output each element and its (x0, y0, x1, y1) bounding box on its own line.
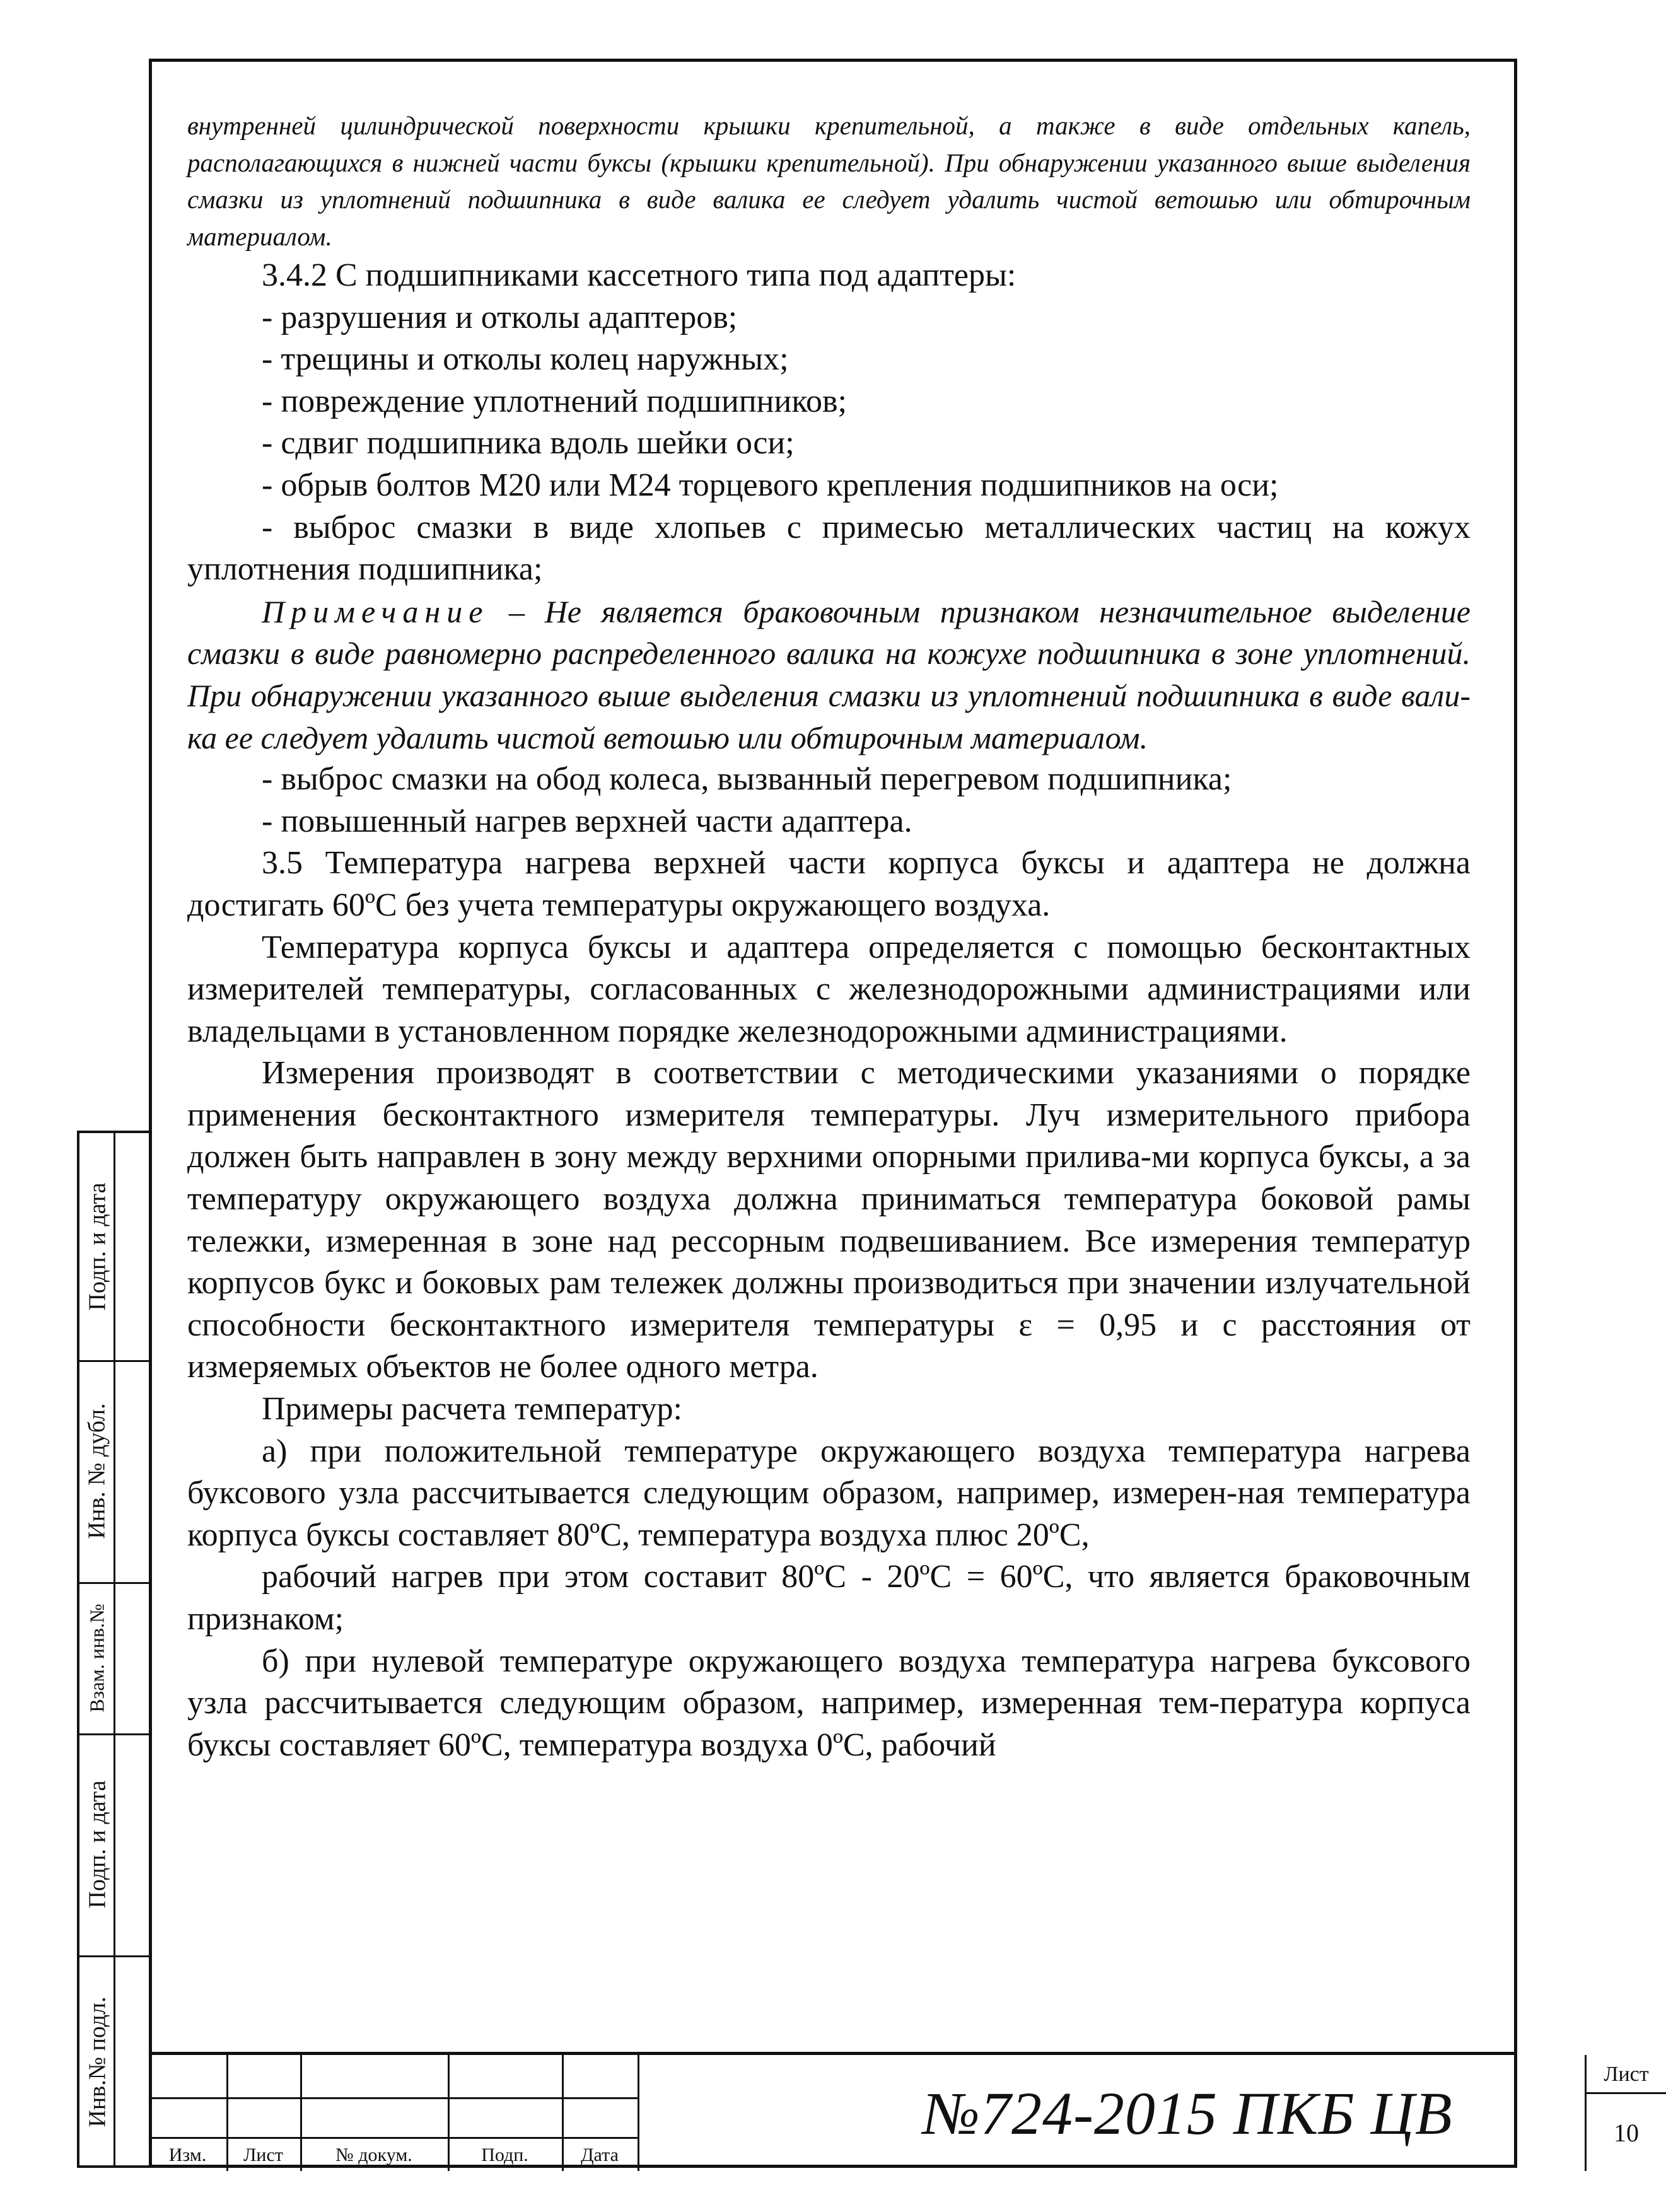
italic-intro: внутренней цилиндрической поверхности крышки крепительной, а также в виде отдельных капель, располагающихся в нижней части буксы (крышки крепительной). При обнаружении указанного выше выделения смазки из уплотнений подшипника в виде валика ее следует удалить чистой ветошью или обтирочным материалом. (187, 111, 1471, 251)
title-block (149, 2052, 1649, 2168)
list-item: - выброс смазки в виде хлопьев с примесью металлических частиц на кожух уплотнения подшипника; (187, 509, 1471, 588)
list-item: - трещины и отколы колец наружных; (262, 341, 789, 378)
col-data-label: Дата (581, 2144, 619, 2165)
list-item: - сдвиг подшипника вдоль шейки оси; (262, 425, 795, 462)
list-item: - повреждение уплотнений подшипников; (262, 383, 847, 419)
example-a-result: рабочий нагрев при этом составит 80ºС - 20ºС = 60ºС, что является браковочным признаком; (187, 1559, 1471, 1637)
side-label-text: Подп. и дата (84, 1182, 111, 1311)
note (187, 591, 1471, 759)
side-label-podp-data-bottom (79, 1733, 115, 1955)
document-body (187, 107, 1471, 1766)
side-label-text: Инв. № дубл. (84, 1403, 111, 1539)
side-stamp (77, 1131, 152, 2168)
sheet-number: 10 (1614, 2118, 1639, 2147)
list-item: - разрушения и отколы адаптеров; (262, 299, 738, 335)
paragraph-measure-tools: Температура корпуса буксы и адаптера определяется с помощью бесконтактных измерителей температуры, согласованных с железнодорожными администрациями или владельцами в установленном порядке железнодорожными администрациями. (187, 929, 1471, 1049)
side-label-inv-podl (79, 1955, 115, 2168)
side-label-text: Взам. инв.№ (85, 1603, 108, 1713)
col-podp-label: Подп. (481, 2144, 528, 2165)
section-3-4-2: 3.4.2 С подшипниками кассетного типа под адаптеры: (262, 257, 1016, 293)
title-block-line (638, 2055, 639, 2171)
side-label-inv-dubl (79, 1360, 115, 1582)
col-list-label: Лист (243, 2144, 283, 2165)
example-b: б) при нулевой температуре окружающего воздуха температура нагрева буксового узла рассчитывается следующим образом, например, измеренная тем-пература корпуса буксы составляет 60ºС, температура воздуха 0ºС, рабочий (187, 1643, 1471, 1763)
list-item: - обрыв болтов М20 или М24 торцевого крепления подшипников на оси; (262, 467, 1279, 503)
note-label: Примечание (262, 593, 489, 629)
side-label-vzam-inv (79, 1582, 115, 1733)
sheet-label: Лист (1604, 2063, 1649, 2086)
list-item: - повышенный нагрев верхней части адаптера. (262, 803, 912, 839)
col-izm-label: Изм. (168, 2144, 207, 2165)
section-3-5: 3.5 Температура нагрева верхней части корпуса буксы и адаптера не должна достигать 60ºС без учета температуры окружающего воздуха. (187, 845, 1471, 923)
side-label-podp-data-top (79, 1133, 115, 1360)
example-a: а) при положительной температуре окружающего воздуха температура нагрева буксового узла рассчитывается следующим образом, например, измерен-ная температура корпуса буксы составляет 80ºС, температура воздуха плюс 20ºС, (187, 1433, 1471, 1553)
side-label-text: Инв.№ подл. (84, 1996, 111, 2128)
examples-title: Примеры расчета температур: (262, 1391, 682, 1428)
title-block-line (149, 2097, 639, 2099)
list-item: - выброс смазки на обод колеса, вызванный перегревом подшипника; (262, 761, 1232, 798)
paragraph-measure-method: Измерения производят в соответствии с методическими указаниями о порядке применения бесконтактного измерителя температуры. Луч измерительного прибора должен быть направлен в зону между верхними опорными прилива-ми корпуса буксы, а за температуру окружающего воздуха должна приниматься температура боковой рамы тележки, измеренная в зоне над рессорным подвешиванием. Все измерения температур корпусов букс и боковых рам тележек должны производиться при значении излучательной способности бесконтактного измерителя температуры ε = 0,95 и с расстояния от измеряемых объектов не более одного метра. (187, 1055, 1471, 1385)
col-doc-label: № докум. (335, 2144, 412, 2165)
note-text: – Не является браковочным признаком незначительное выделение смазки в виде равномерно распределенного валика на кожухе подшипника в зоне уплотнений. При обнаружении указанного выше выделения смазки из уплотнений подшипника в виде вали-ка ее следует удалить чистой ветошью или обтирочным материалом. (187, 593, 1471, 755)
document-number: №724-2015 ПКБ ЦВ (923, 2079, 1453, 2147)
side-label-text: Подп. и дата (84, 1780, 111, 1909)
